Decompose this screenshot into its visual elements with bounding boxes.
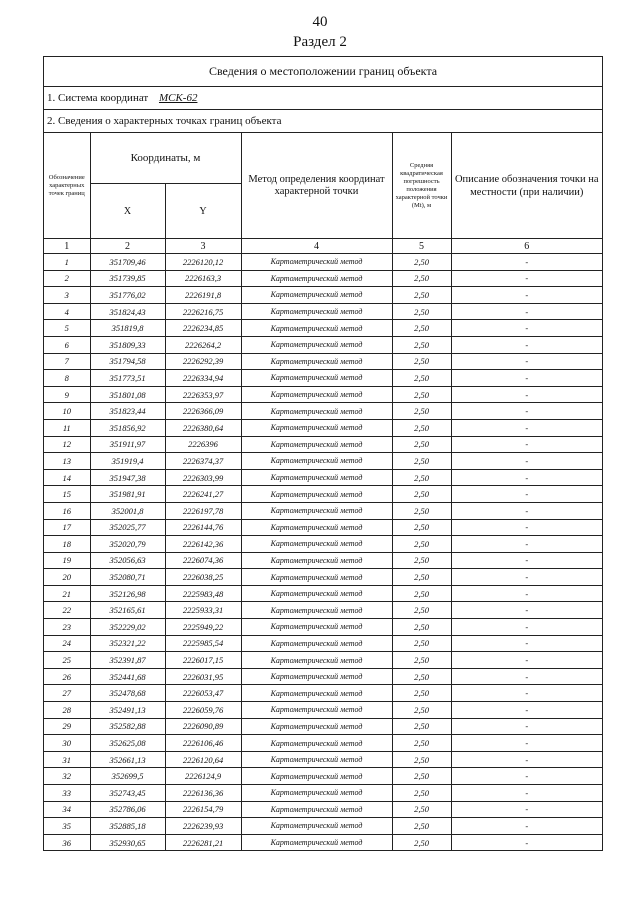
cell-accuracy: 2,50 — [392, 386, 451, 403]
cell-method: Картометрический метод — [241, 751, 392, 768]
cell-y: 2226120,64 — [165, 751, 241, 768]
cell-method: Картометрический метод — [241, 453, 392, 470]
cell-accuracy: 2,50 — [392, 685, 451, 702]
cell-point-number: 34 — [44, 801, 90, 818]
table-row — [44, 486, 602, 503]
cell-method: Картометрический метод — [241, 486, 392, 503]
cell-accuracy: 2,50 — [392, 619, 451, 636]
header-coordinates: Координаты, м — [90, 133, 241, 184]
cell-description: - — [451, 502, 602, 519]
cell-description: - — [451, 436, 602, 453]
table-row — [44, 718, 602, 735]
cell-description: - — [451, 602, 602, 619]
cell-method: Картометрический метод — [241, 552, 392, 569]
table-row — [44, 552, 602, 569]
cell-accuracy: 2,50 — [392, 436, 451, 453]
cell-accuracy: 2,50 — [392, 834, 451, 850]
cell-description: - — [451, 668, 602, 685]
cell-description: - — [451, 270, 602, 287]
cell-point-number: 22 — [44, 602, 90, 619]
cell-accuracy: 2,50 — [392, 702, 451, 719]
cell-method: Картометрический метод — [241, 602, 392, 619]
cell-y: 2225949,22 — [165, 619, 241, 636]
cell-x: 351709,46 — [90, 254, 165, 271]
column-number: 1 — [44, 239, 90, 254]
cell-description: - — [451, 652, 602, 669]
cell-accuracy: 2,50 — [392, 502, 451, 519]
table-row — [44, 287, 602, 304]
table-row — [44, 386, 602, 403]
cell-y: 2226281,21 — [165, 834, 241, 850]
cell-method: Картометрический метод — [241, 270, 392, 287]
table-row — [44, 270, 602, 287]
table-row — [44, 635, 602, 652]
cell-y: 2226239,93 — [165, 818, 241, 835]
cell-method: Картометрический метод — [241, 419, 392, 436]
cell-x: 352165,61 — [90, 602, 165, 619]
cell-x: 351819,8 — [90, 320, 165, 337]
table-row — [44, 818, 602, 835]
cell-x: 352020,79 — [90, 536, 165, 553]
section-title: Раздел 2 — [293, 34, 347, 50]
cell-point-number: 19 — [44, 552, 90, 569]
cell-accuracy: 2,50 — [392, 585, 451, 602]
cell-x: 352441,68 — [90, 668, 165, 685]
cell-method: Картометрический метод — [241, 635, 392, 652]
cell-point-number: 1 — [44, 254, 90, 271]
table-row — [44, 585, 602, 602]
cell-y: 2226241,27 — [165, 486, 241, 503]
cell-x: 351911,97 — [90, 436, 165, 453]
cell-description: - — [451, 585, 602, 602]
cell-description: - — [451, 336, 602, 353]
cell-description: - — [451, 386, 602, 403]
cell-point-number: 8 — [44, 370, 90, 387]
cell-x: 352661,13 — [90, 751, 165, 768]
cell-method: Картометрический метод — [241, 536, 392, 553]
cell-method: Картометрический метод — [241, 254, 392, 271]
cell-point-number: 10 — [44, 403, 90, 420]
cell-point-number: 21 — [44, 585, 90, 602]
cell-description: - — [451, 469, 602, 486]
cell-point-number: 32 — [44, 768, 90, 785]
cell-point-number: 23 — [44, 619, 90, 636]
cell-method: Картометрический метод — [241, 585, 392, 602]
cell-x: 352699,5 — [90, 768, 165, 785]
cell-y: 2226234,85 — [165, 320, 241, 337]
column-number-row — [44, 239, 602, 254]
cell-y: 2226142,36 — [165, 536, 241, 553]
cell-y: 2226106,46 — [165, 735, 241, 752]
cell-method: Картометрический метод — [241, 619, 392, 636]
table-row — [44, 735, 602, 752]
cell-point-number: 6 — [44, 336, 90, 353]
header-x: X — [90, 184, 165, 239]
cell-description: - — [451, 702, 602, 719]
cell-x: 351919,4 — [90, 453, 165, 470]
cell-description: - — [451, 569, 602, 586]
cell-x: 352056,63 — [90, 552, 165, 569]
cell-point-number: 13 — [44, 453, 90, 470]
cell-point-number: 29 — [44, 718, 90, 735]
cell-x: 351739,85 — [90, 270, 165, 287]
cell-point-number: 35 — [44, 818, 90, 835]
cell-description: - — [451, 453, 602, 470]
cell-point-number: 12 — [44, 436, 90, 453]
cell-description: - — [451, 619, 602, 636]
header-point-designation: Обозначение характерных точек границ — [44, 133, 90, 239]
cell-description: - — [451, 403, 602, 420]
cell-point-number: 15 — [44, 486, 90, 503]
cell-method: Картометрический метод — [241, 668, 392, 685]
table-row — [44, 751, 602, 768]
boundary-points-sheet — [43, 56, 603, 851]
cell-point-number: 20 — [44, 569, 90, 586]
cell-y: 2226120,12 — [165, 254, 241, 271]
cell-accuracy: 2,50 — [392, 801, 451, 818]
cell-point-number: 27 — [44, 685, 90, 702]
cell-x: 351947,38 — [90, 469, 165, 486]
cell-accuracy: 2,50 — [392, 403, 451, 420]
cell-point-number: 25 — [44, 652, 90, 669]
cell-description: - — [451, 718, 602, 735]
cell-description: - — [451, 818, 602, 835]
cell-description: - — [451, 785, 602, 802]
cell-x: 351981,91 — [90, 486, 165, 503]
cell-accuracy: 2,50 — [392, 668, 451, 685]
cell-description: - — [451, 353, 602, 370]
cell-point-number: 17 — [44, 519, 90, 536]
cell-accuracy: 2,50 — [392, 486, 451, 503]
cell-x: 352126,98 — [90, 585, 165, 602]
cell-accuracy: 2,50 — [392, 419, 451, 436]
column-number: 6 — [451, 239, 602, 254]
table-row — [44, 652, 602, 669]
cell-accuracy: 2,50 — [392, 519, 451, 536]
column-number: 4 — [241, 239, 392, 254]
table-row — [44, 668, 602, 685]
cell-accuracy: 2,50 — [392, 469, 451, 486]
cell-x: 352478,68 — [90, 685, 165, 702]
table-row — [44, 685, 602, 702]
cell-y: 2226090,89 — [165, 718, 241, 735]
cell-y: 2226059,76 — [165, 702, 241, 719]
cell-accuracy: 2,50 — [392, 768, 451, 785]
cell-y: 2225933,31 — [165, 602, 241, 619]
cell-y: 2226380,64 — [165, 419, 241, 436]
cell-x: 352080,71 — [90, 569, 165, 586]
cell-description: - — [451, 519, 602, 536]
cell-method: Картометрический метод — [241, 403, 392, 420]
cell-accuracy: 2,50 — [392, 270, 451, 287]
cell-description: - — [451, 685, 602, 702]
cell-accuracy: 2,50 — [392, 652, 451, 669]
table-row — [44, 370, 602, 387]
cell-point-number: 26 — [44, 668, 90, 685]
table-row — [44, 768, 602, 785]
table-row — [44, 602, 602, 619]
cell-y: 2226197,78 — [165, 502, 241, 519]
points-section-title: 2. Сведения о характерных точках границ объекта — [44, 110, 602, 133]
cell-y: 2226017,15 — [165, 652, 241, 669]
cell-y: 2226144,76 — [165, 519, 241, 536]
table-row — [44, 502, 602, 519]
cell-method: Картометрический метод — [241, 569, 392, 586]
table-row — [44, 353, 602, 370]
cell-x: 352582,88 — [90, 718, 165, 735]
coordinate-system-row — [44, 87, 602, 110]
cell-method: Картометрический метод — [241, 320, 392, 337]
cell-point-number: 24 — [44, 635, 90, 652]
cell-description: - — [451, 254, 602, 271]
cell-accuracy: 2,50 — [392, 751, 451, 768]
cell-method: Картометрический метод — [241, 685, 392, 702]
cell-point-number: 9 — [44, 386, 90, 403]
cell-x: 352491,13 — [90, 702, 165, 719]
cell-y: 2226038,25 — [165, 569, 241, 586]
cell-point-number: 36 — [44, 834, 90, 850]
cell-point-number: 7 — [44, 353, 90, 370]
cell-y: 2226191,8 — [165, 287, 241, 304]
cell-accuracy: 2,50 — [392, 320, 451, 337]
cell-accuracy: 2,50 — [392, 353, 451, 370]
cell-point-number: 16 — [44, 502, 90, 519]
cell-method: Картометрический метод — [241, 785, 392, 802]
table-row — [44, 569, 602, 586]
cell-x: 351801,08 — [90, 386, 165, 403]
cell-y: 2226334,94 — [165, 370, 241, 387]
cell-x: 351773,51 — [90, 370, 165, 387]
cell-point-number: 4 — [44, 303, 90, 320]
cell-description: - — [451, 320, 602, 337]
cell-method: Картометрический метод — [241, 652, 392, 669]
cell-method: Картометрический метод — [241, 287, 392, 304]
cell-x: 351824,43 — [90, 303, 165, 320]
cell-method: Картометрический метод — [241, 801, 392, 818]
column-number: 2 — [90, 239, 165, 254]
cell-method: Картометрический метод — [241, 386, 392, 403]
cell-x: 351823,44 — [90, 403, 165, 420]
cell-description: - — [451, 801, 602, 818]
cell-y: 2226124,9 — [165, 768, 241, 785]
cell-description: - — [451, 751, 602, 768]
cell-method: Картометрический метод — [241, 436, 392, 453]
cell-description: - — [451, 768, 602, 785]
cell-x: 351776,02 — [90, 287, 165, 304]
cell-method: Картометрический метод — [241, 735, 392, 752]
cell-y: 2226292,39 — [165, 353, 241, 370]
cell-description: - — [451, 635, 602, 652]
page-number: 40 — [312, 14, 328, 30]
cell-method: Картометрический метод — [241, 303, 392, 320]
cell-description: - — [451, 536, 602, 553]
cell-method: Картометрический метод — [241, 702, 392, 719]
cell-accuracy: 2,50 — [392, 602, 451, 619]
table-row — [44, 785, 602, 802]
cell-description: - — [451, 486, 602, 503]
cell-method: Картометрический метод — [241, 469, 392, 486]
cell-description: - — [451, 834, 602, 850]
cell-accuracy: 2,50 — [392, 370, 451, 387]
cell-x: 352321,22 — [90, 635, 165, 652]
cell-point-number: 5 — [44, 320, 90, 337]
cell-x: 351809,33 — [90, 336, 165, 353]
table-row — [44, 453, 602, 470]
cell-accuracy: 2,50 — [392, 453, 451, 470]
table-row — [44, 403, 602, 420]
cell-method: Картометрический метод — [241, 818, 392, 835]
cell-x: 352025,77 — [90, 519, 165, 536]
cell-accuracy: 2,50 — [392, 336, 451, 353]
cell-description: - — [451, 370, 602, 387]
table-row — [44, 619, 602, 636]
cell-x: 352229,02 — [90, 619, 165, 636]
table-caption: Сведения о местоположении границ объекта — [44, 57, 602, 87]
cell-point-number: 33 — [44, 785, 90, 802]
cell-x: 352625,08 — [90, 735, 165, 752]
cell-y: 2226396 — [165, 436, 241, 453]
coordinate-system-value: МСК-62 — [158, 92, 198, 104]
table-row — [44, 519, 602, 536]
cell-x: 352885,18 — [90, 818, 165, 835]
cell-y: 2226136,36 — [165, 785, 241, 802]
cell-x: 352930,65 — [90, 834, 165, 850]
table-row — [44, 419, 602, 436]
cell-method: Картометрический метод — [241, 502, 392, 519]
boundary-points-table — [44, 133, 602, 850]
cell-x: 351794,58 — [90, 353, 165, 370]
cell-accuracy: 2,50 — [392, 569, 451, 586]
cell-y: 2226353,97 — [165, 386, 241, 403]
table-row — [44, 469, 602, 486]
header-method: Метод определения координат характерной точки — [241, 133, 392, 239]
cell-method: Картометрический метод — [241, 353, 392, 370]
table-row — [44, 320, 602, 337]
cell-method: Картометрический метод — [241, 336, 392, 353]
column-number: 3 — [165, 239, 241, 254]
cell-y: 2226366,09 — [165, 403, 241, 420]
cell-point-number: 3 — [44, 287, 90, 304]
cell-description: - — [451, 735, 602, 752]
cell-accuracy: 2,50 — [392, 536, 451, 553]
cell-accuracy: 2,50 — [392, 552, 451, 569]
cell-y: 2225985,54 — [165, 635, 241, 652]
cell-y: 2226163,3 — [165, 270, 241, 287]
cell-y: 2226154,79 — [165, 801, 241, 818]
table-row — [44, 801, 602, 818]
cell-x: 352743,45 — [90, 785, 165, 802]
cell-y: 2226074,36 — [165, 552, 241, 569]
cell-method: Картометрический метод — [241, 718, 392, 735]
table-body — [44, 254, 602, 851]
cell-description: - — [451, 419, 602, 436]
cell-x: 352391,87 — [90, 652, 165, 669]
header-accuracy: Средняя квадратическая погрешность положения характерной точки (Mt), м — [392, 133, 451, 239]
cell-accuracy: 2,50 — [392, 818, 451, 835]
table-header — [44, 133, 602, 254]
cell-accuracy: 2,50 — [392, 735, 451, 752]
cell-y: 2226053,47 — [165, 685, 241, 702]
cell-description: - — [451, 287, 602, 304]
cell-accuracy: 2,50 — [392, 785, 451, 802]
cell-point-number: 14 — [44, 469, 90, 486]
cell-description: - — [451, 303, 602, 320]
table-row — [44, 702, 602, 719]
table-row — [44, 436, 602, 453]
cell-y: 2226303,99 — [165, 469, 241, 486]
cell-point-number: 18 — [44, 536, 90, 553]
cell-y: 2226031,95 — [165, 668, 241, 685]
cell-x: 351856,92 — [90, 419, 165, 436]
cell-method: Картометрический метод — [241, 519, 392, 536]
cell-point-number: 11 — [44, 419, 90, 436]
cell-point-number: 2 — [44, 270, 90, 287]
cell-y: 2226216,75 — [165, 303, 241, 320]
column-number: 5 — [392, 239, 451, 254]
cell-y: 2226264,2 — [165, 336, 241, 353]
cell-x: 352001,8 — [90, 502, 165, 519]
table-row — [44, 336, 602, 353]
table-row — [44, 834, 602, 850]
header-y: Y — [165, 184, 241, 239]
cell-method: Картометрический метод — [241, 834, 392, 850]
cell-accuracy: 2,50 — [392, 635, 451, 652]
cell-point-number: 28 — [44, 702, 90, 719]
cell-point-number: 31 — [44, 751, 90, 768]
cell-x: 352786,06 — [90, 801, 165, 818]
table-row — [44, 254, 602, 271]
table-row — [44, 303, 602, 320]
cell-accuracy: 2,50 — [392, 254, 451, 271]
header-description: Описание обозначения точки на местности (при наличии) — [451, 133, 602, 239]
cell-y: 2226374,37 — [165, 453, 241, 470]
cell-accuracy: 2,50 — [392, 287, 451, 304]
table-row — [44, 536, 602, 553]
coordinate-system-label: 1. Система координат — [47, 92, 149, 104]
cell-y: 2225983,48 — [165, 585, 241, 602]
cell-method: Картометрический метод — [241, 370, 392, 387]
cell-point-number: 30 — [44, 735, 90, 752]
cell-accuracy: 2,50 — [392, 718, 451, 735]
cell-accuracy: 2,50 — [392, 303, 451, 320]
cell-method: Картометрический метод — [241, 768, 392, 785]
cell-description: - — [451, 552, 602, 569]
